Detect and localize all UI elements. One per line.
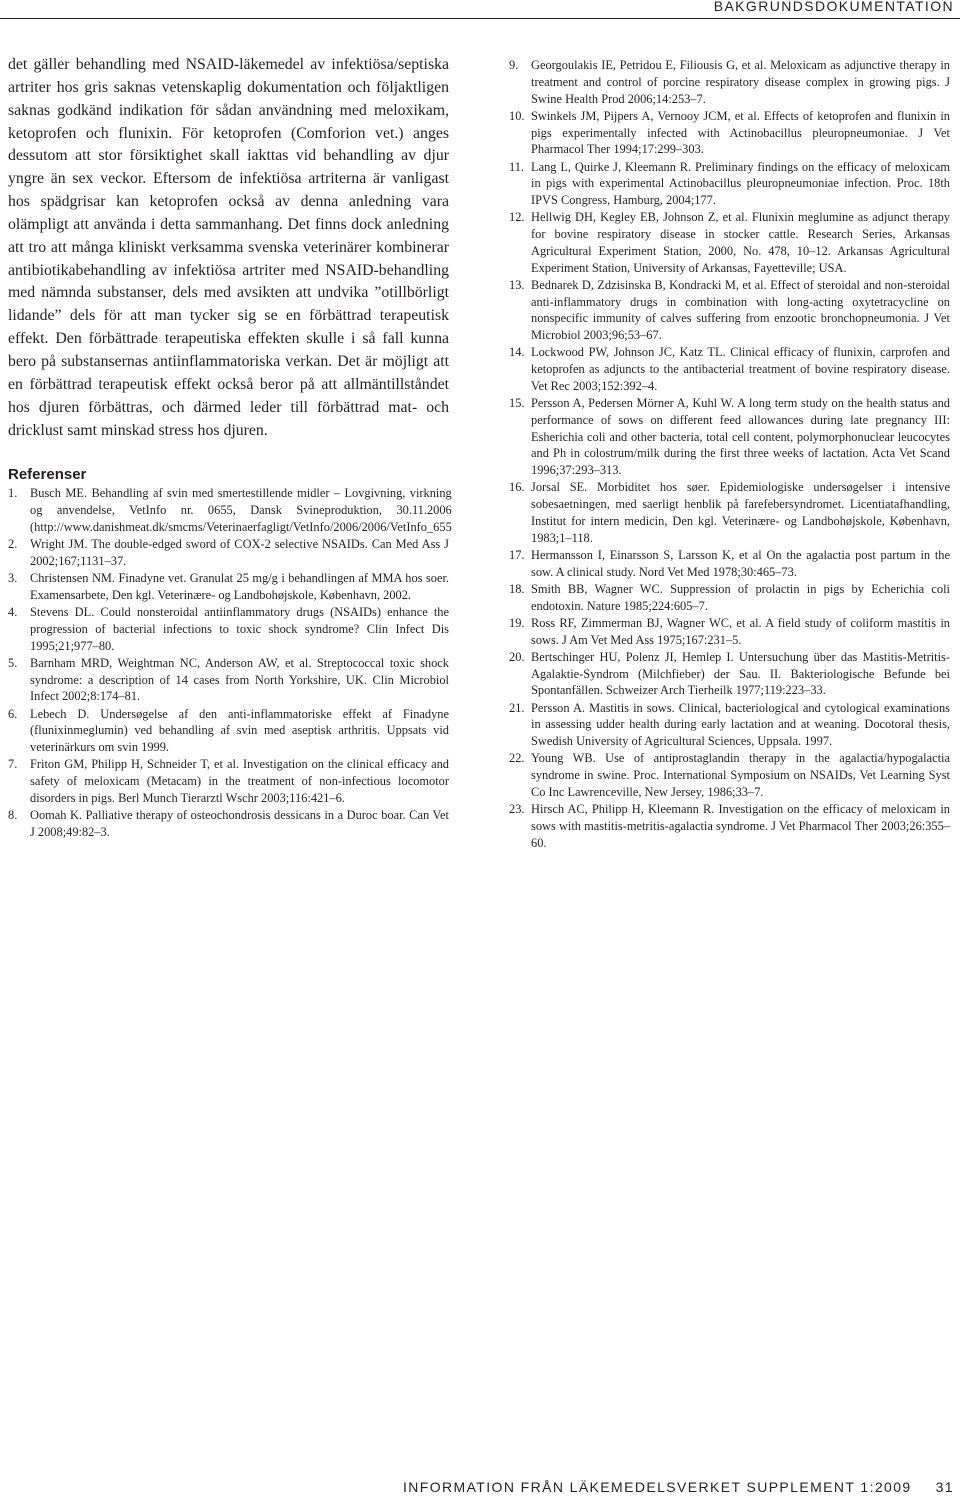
reference-number: 19. — [509, 615, 525, 630]
reference-number: 21. — [509, 700, 525, 715]
reference-number: 2. — [8, 537, 18, 552]
reference-item — [509, 547, 950, 581]
reference-text: Hermansson I, Einarsson S, Larsson K, et al On the agalactia post partum in the sow. A clinical study. Nord Vet Med 1978;30:465–73. — [531, 547, 950, 579]
reference-text: Hirsch AC, Philipp H, Kleemann R. Investigation on the efficacy of meloxicam in sows with mastitis-metritis-agalactia syndrome. J Vet Pharmacol Ther 2003;26:355–60. — [531, 802, 950, 850]
reference-item — [8, 536, 449, 570]
reference-text: Wright JM. The double-edged sword of COX-2 selective NSAIDs. Can Med Ass J 2002;167;1131–37. — [30, 537, 449, 568]
reference-number: 17. — [509, 547, 525, 562]
reference-text: Ross RF, Zimmerman BJ, Wagner WC, et al. A field study of coliform mastitis in sows. J Am Vet Med Ass 1975;167:231–5. — [531, 615, 950, 647]
reference-item — [8, 706, 449, 756]
reference-number: 14. — [509, 345, 525, 360]
reference-number: 6. — [8, 706, 18, 721]
reference-item — [509, 395, 950, 479]
section-label: BAKGRUNDSDOKUMENTATION — [713, 0, 954, 14]
reference-item — [8, 570, 449, 604]
reference-item — [8, 604, 449, 654]
body-paragraph: det gäller behandling med NSAID-läkemedel av infektiösa/septiska artriter hos gris saknas vetenskaplig dokumentation och följaktligen saknas godkänd indikation för sådan användning med meloxikam, ketoprofen och flunixin. För ketoprofen (Comforion vet.) anges dessutom att stor försiktighet skall iakttas vid behandling av djur yngre än sex veckor. Eftersom de infektiösa artriterna är vanligast hos spädgrisar kan ketoprofen också av denna anledning vara olämpligt att använda i detta sammanhang. Det finns dock anledning att tro att många kliniskt verksamma svenska veterinärer kombinerar antibiotikabehandling av infektiösa artriter med NSAID-behandling med nämnda substanser, dels med avsikten att undvika ”otillbörligt lidande” dels för att man tycker sig se en förbättrad terapeutisk effekt. Den förbättrade terapeutiska effekten skulle i så fall kunna bero på substansernas antiinflammatoriska verkan. Det är möjligt att en förbättrad terapeutisk effekt också beror på att allmäntillståndet hos djuren förbättras, och därmed leder till förbättrad mat- och dricklust samt minskad stress hos djuren. — [8, 56, 449, 439]
reference-item — [509, 57, 950, 107]
page-footer — [403, 1479, 954, 1495]
reference-number: 22. — [509, 751, 525, 766]
reference-number: 7. — [8, 757, 18, 772]
reference-item — [509, 581, 950, 615]
publication-name: INFORMATION FRÅN LÄKEMEDELSVERKET SUPPLEMENT 1:2009 — [402, 1479, 912, 1495]
page-number: 31 — [935, 1479, 954, 1495]
reference-item — [509, 649, 950, 699]
reference-number: 15. — [509, 396, 525, 410]
reference-item — [509, 159, 950, 209]
reference-text: Busch ME. Behandling af svin med smertestillende midler – Lovgivning, virkning og anvendelse, VetInfo nr. 0655, Dansk Svineproduktion, 30.11.2006 (http://www.danishmeat.dk/smcms/Veterinaerfagligt/VetInfo/2006/2006/VetInfo_655 — [30, 486, 452, 534]
reference-text: Smith BB, Wagner WC. Suppression of prolactin in pigs by Echerichia coli endotoxin. Nature 1985;224:605–7. — [531, 581, 950, 613]
reference-number: 18. — [509, 581, 525, 596]
reference-item — [509, 108, 950, 158]
reference-item — [509, 801, 950, 851]
reference-text: Stevens DL. Could nonsteroidal antiinflammatory drugs (NSAIDs) enhance the progression of bacterial infections to toxic shock syndrome? Clin Infect Dis 1995;21;977–80. — [30, 605, 449, 653]
reference-text: Barnham MRD, Weightman NC, Anderson AW, et al. Streptococcal toxic shock syndrome: a description of 14 cases from North Yorkshire, UK. Clin Microbiol Infect 2002;8:174–81. — [30, 655, 449, 704]
reference-text: Georgoulakis IE, Petridou E, Filiousis G, et al. Meloxicam as adjunctive therapy in treatment and control of porcine respiratory disease complex in growing pigs. J Swine Health Prod 2006;14:253–7. — [531, 58, 950, 106]
reference-text: Lang L, Quirke J, Kleemann R. Preliminary findings on the efficacy of meloxicam in pigs with experimental Actinobacillus pleuropneumoniae infection. Proc. 18th IPVS Congress, Hamburg, 2004;177. — [531, 159, 950, 207]
reference-number: 3. — [8, 571, 18, 586]
reference-text: Young WB. Use of antiprostaglandin therapy in the agalactia/hypogalactia syndrome in swine. Proc. International Symposium on NSAIDs, Vet Learning Syst Co Inc Lawrenceville, New Jersey, 1986;33–7. — [531, 751, 950, 799]
reference-number: 13. — [509, 277, 525, 292]
reference-text: Persson A. Mastitis in sows. Clinical, bacteriological and cytological examinations in assessing udder health during early lactation and at weaning. Docotoral thesis, Swedish University of Agricultural Sciences, Uppsala. 1997. — [531, 700, 950, 748]
reference-text: Lockwood PW, Johnson JC, Katz TL. Clinical efficacy of flunixin, carprofen and ketoprofen as adjuncts to the antibacterial treatment of bovine respiratory disease. Vet Rec 2003;152:392–4. — [531, 345, 950, 393]
reference-item — [8, 807, 449, 841]
reference-number: 11. — [509, 159, 525, 174]
reference-text: Bednarek D, Zdzisinska B, Kondracki M, et al. Effect of steroidal and non-steroidal anti-inflammatory drugs in combination with long-acting oxytetracycline on nonspecific immunity of calves suffering from enzootic bronchopneumonia. J Vet Microbiol 2003;96;53–67. — [531, 277, 950, 342]
reference-text: Swinkels JM, Pijpers A, Vernooy JCM, et al. Effects of ketoprofen and flunixin in pigs experimentally infected with Actinobacillus pleuropneumoniae. J Vet Pharmacol Ther 1994;17:299–303. — [531, 108, 950, 157]
reference-number: 10. — [509, 108, 525, 123]
reference-item — [8, 756, 449, 806]
reference-item — [509, 615, 950, 649]
reference-number: 1. — [8, 486, 18, 501]
reference-item — [509, 209, 950, 276]
reference-text: Oomah K. Palliative therapy of osteochondrosis dessicans in a Duroc boar. Can Vet J 2008;49:82–3. — [30, 808, 449, 839]
reference-item — [509, 277, 950, 344]
reference-text: Persson A, Pedersen Mörner A, Kuhl W. A long term study on the health status and performance of sows on different feed allowances during late pregnancy III: Esherichia coli and other bacteria, total cell content, polymorphonuclear leucocytes and Ph in colostrum/milk during the first three weeks of lactation. Acta Vet Scand 1996;37:293–313. — [531, 396, 950, 477]
reference-number: 20. — [509, 649, 525, 664]
header-rule — [0, 18, 960, 19]
reference-item — [8, 655, 449, 705]
reference-text: Lebech D. Undersøgelse af den anti-inflammatoriske effekt af Finadyne (flunixinmeglumin) ved behandling af svin med aseptisk arthritis. Uppsats vid veterinärkurs om svin 1999. — [30, 706, 449, 755]
reference-text: Hellwig DH, Kegley EB, Johnson Z, et al. Flunixin meglumine as adjunct therapy for bovine respiratory disease in stocker cattle. Research Series, Arkansas Agricultural Experiment Station, 2000, No. 478, 10–12. Arkansas Agricultural Experiment Station, University of Arkansas, Fayetteville; USA. — [531, 210, 950, 275]
references-list-right — [509, 57, 950, 851]
reference-text: Jorsal SE. Morbiditet hos søer. Epidemiologiske undersøgelser i intensive sobesaetningen, med saerligt henblik på farefebersyndromet. Licentiatafhandling, Institut for intern medicin, Den kgl. Veterinære- og Landbohøjskole, København, 1983;1–118. — [531, 480, 950, 545]
reference-number: 4. — [8, 605, 18, 620]
reference-item — [509, 344, 950, 394]
references-list-left — [8, 485, 452, 840]
reference-item — [509, 479, 950, 546]
reference-number: 8. — [8, 808, 18, 823]
reference-number: 16. — [509, 480, 525, 495]
right-column — [509, 57, 950, 852]
reference-number: 23. — [509, 802, 525, 816]
reference-text: Christensen NM. Finadyne vet. Granulat 25 mg/g i behandlingen af MMA hos soer. Examensarbete, Den kgl. Veterinære- og Landbohøjskole, København, 2002. — [30, 571, 449, 602]
reference-item — [509, 750, 950, 800]
reference-number: 12. — [509, 210, 525, 225]
left-column — [8, 54, 452, 841]
reference-text: Friton GM, Philipp H, Schneider T, et al. Investigation on the clinical efficacy and safety of meloxicam (Metacam) in the treatment of non-infectious locomotor disorders in pigs. Berl Munch Tierarztl Wschr 2003;116:421–6. — [30, 757, 449, 805]
reference-text: Bertschinger HU, Polenz JI, Hemlep I. Untersuchung über das Mastitis-Metritis-Agalaktie-Syndrom (Milchfieber) der Sau. II. Bakteriologische Befunde bei Spontanfällen. Schweizer Arch Tierheilk 1977;119:223–33. — [531, 649, 950, 698]
reference-number: 5. — [8, 655, 18, 670]
references-heading: Referenser — [8, 466, 87, 484]
reference-item — [509, 700, 950, 750]
reference-item — [8, 485, 452, 535]
reference-number: 9. — [509, 58, 519, 72]
